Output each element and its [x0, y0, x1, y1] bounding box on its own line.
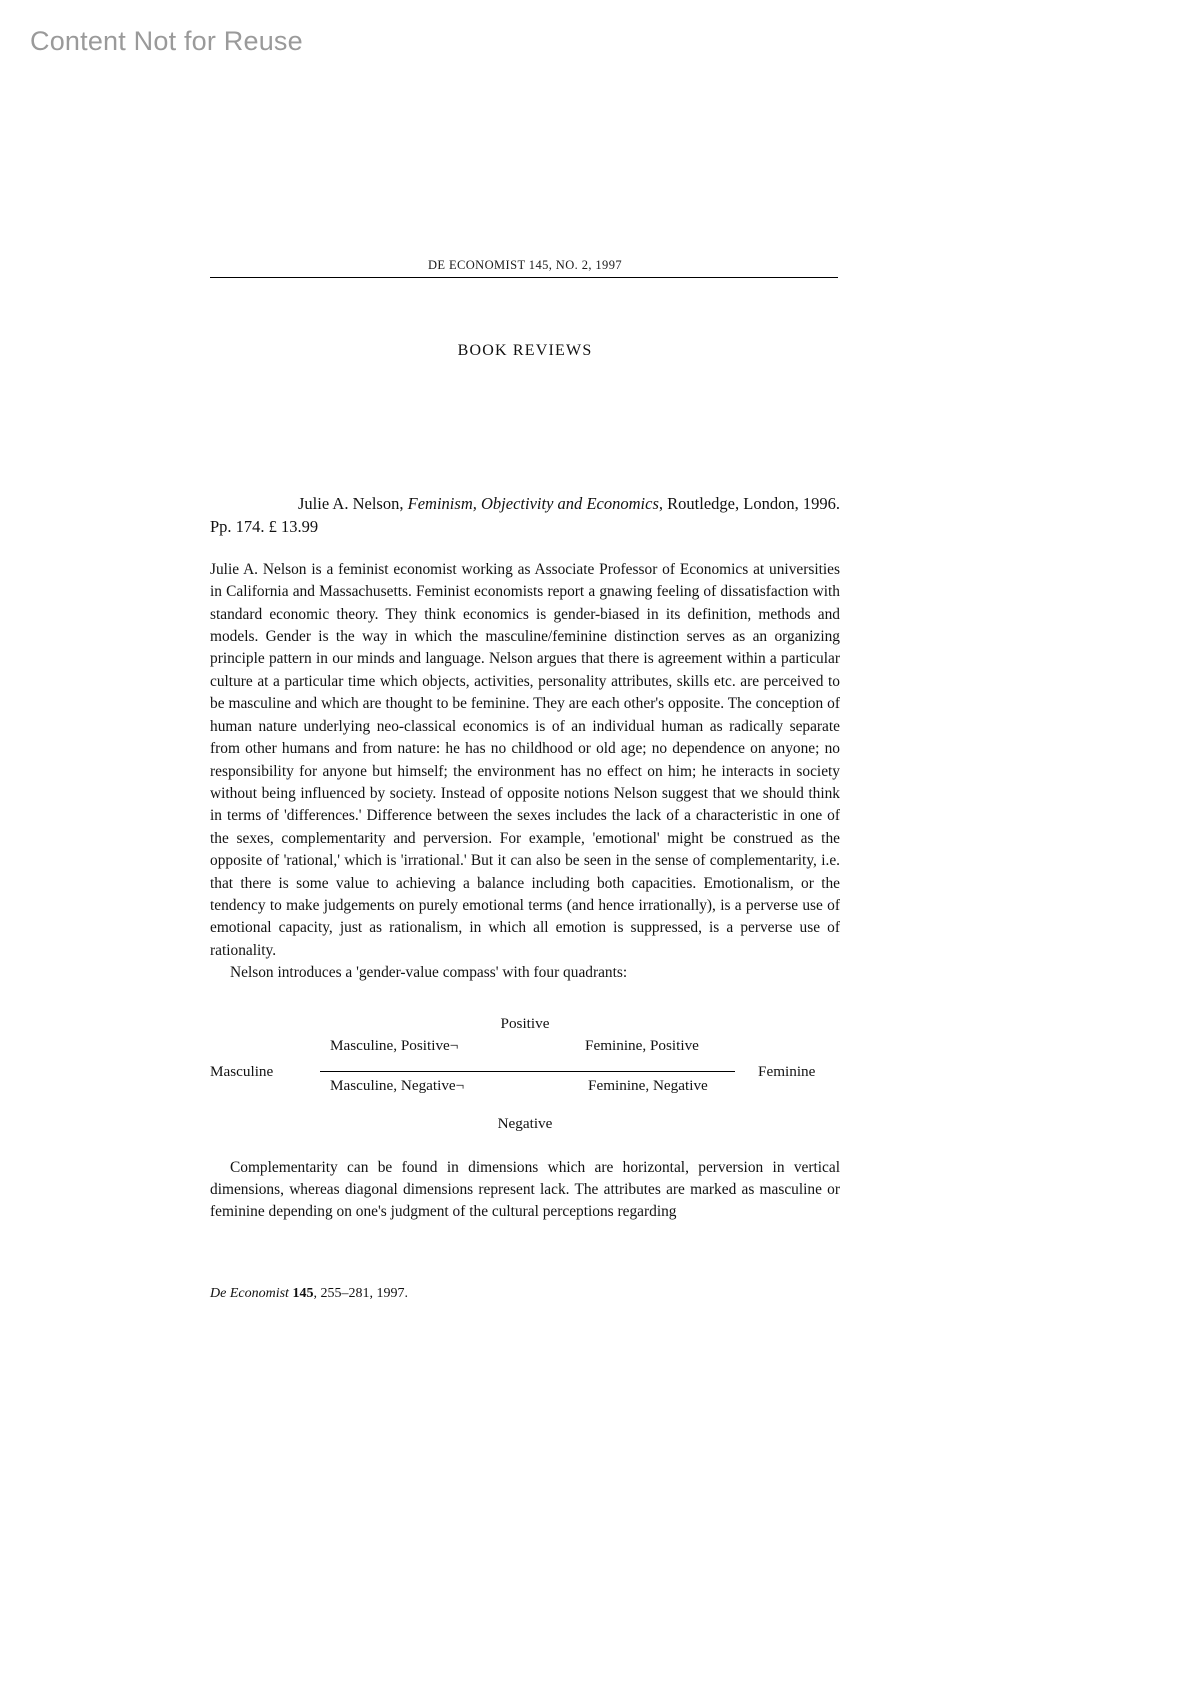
compass-top-label: Positive [500, 1014, 550, 1032]
paragraph-3: Complementarity can be found in dimensions which are horizontal, perversion in vertical dimensions, whereas diagonal dimensions represent lack. The attributes are marked as masculine or feminine depending on one's judgment of the cultural perceptions regarding [210, 1158, 840, 1221]
book-title: Feminism, Objectivity and Economics [407, 494, 659, 513]
book-publication: , Routledge, London, 1996. Pp. 174. £ 13.99 [210, 494, 841, 537]
book-author: Julie A. Nelson, [298, 494, 408, 513]
paragraph-2: Nelson introduces a 'gender-value compass' with four quadrants: [230, 964, 628, 982]
compass-axis-line [320, 1071, 735, 1072]
page-title: BOOK REVIEWS [457, 342, 593, 359]
compass-quadrant-feminine-positive: Feminine, Positive [585, 1036, 699, 1054]
paragraph-1: Julie A. Nelson is a feminist economist working as Associate Professor of Economics at universities in California and Massachusetts. Feminist economists report a gnawing feeling of dissatisfaction with standard economic theory. They think economics is gender-biased in its definition, methods and models. Gender is the way in which the masculine/feminine distinction serves as an organizing principle pattern in our minds and language. Nelson argues that there is agreement within a particular culture at a particular time which objects, activities, personality attributes, skills etc. are perceived to be masculine and which are thought to be feminine. They are each other's opposite. The conception of human nature underlying neo-classical economics is of an individual human as radically separate from other humans and from nature: he has no childhood or old age; no dependence on anyone; no responsibility for anyone but himself; the environment has no effect on him; he interacts in society without being influenced by society. Instead of opposite notions Nelson suggest that we should think in terms of 'differences.' Difference between the sexes includes the lack of a characteristic in one of the sexes, complementarity and perversion. For example, 'emotional' might be construed as the opposite of 'rational,' which is 'irrational.' But it can also be seen in the sense of complementarity, i.e. that there is some value to achieving a balance including both capacities. Emotionalism, or the tendency to make judgements on purely emotional terms (and hence irrationally), is a perverse use of emotional capacity, just as rationalism, in which all emotion is suppressed, is a perverse use of rationality. [210, 560, 840, 959]
footnote-pages: , 255–281, 1997. [313, 1285, 408, 1301]
compass-quadrant-feminine-negative: Feminine, Negative [588, 1076, 708, 1094]
footnote-citation [210, 1286, 840, 1302]
compass-bottom-label: Negative [497, 1114, 553, 1132]
gender-value-compass [210, 1015, 840, 1133]
compass-quadrant-masculine-positive: Masculine, Positive¬ [330, 1036, 459, 1054]
journal-header: DE ECONOMIST 145, NO. 2, 1997 [427, 258, 622, 272]
page-content [210, 0, 840, 1302]
watermark-text: Content Not for Reuse [30, 26, 303, 56]
footnote-journal: De Economist [210, 1285, 289, 1301]
compass-left-label: Masculine [210, 1062, 274, 1080]
header-rule [210, 277, 838, 278]
footnote-volume: 145 [292, 1285, 314, 1301]
compass-quadrant-masculine-negative: Masculine, Negative¬ [330, 1076, 465, 1094]
compass-right-label: Feminine [758, 1062, 816, 1080]
book-reference [210, 492, 840, 539]
